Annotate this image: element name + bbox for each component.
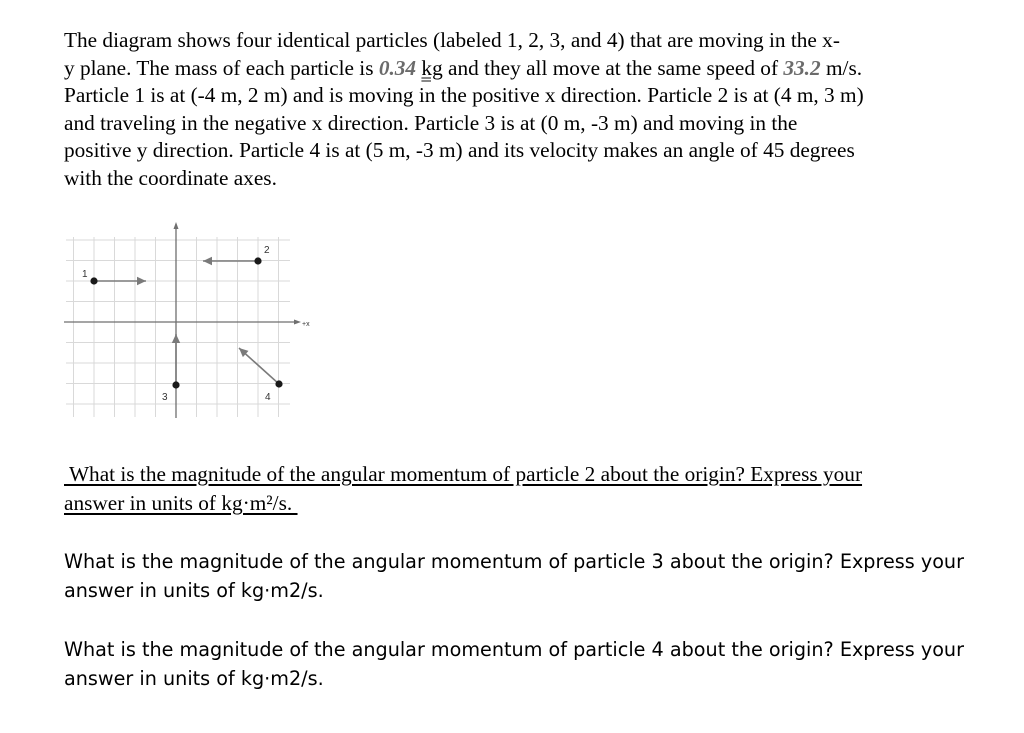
particle-1-velocity-arrow-head xyxy=(137,277,146,285)
problem-line-3: Particle 1 is at (-4 m, 2 m) and is moving in the positive x direction. Particle 2 is at (4 m, 3 m) xyxy=(64,83,864,108)
question-3-line-2: answer in units of kg·m2/s. xyxy=(64,667,324,690)
speed-value: 33.2 xyxy=(783,55,821,80)
particle-3-dot xyxy=(172,381,179,388)
particle-3-label: 3 xyxy=(162,392,168,403)
y-axis-arrowhead xyxy=(174,222,179,229)
question-particle-4 xyxy=(64,635,1004,693)
question-2-line-2: answer in units of kg·m2/s. xyxy=(64,579,324,602)
question-1-line-1: What is the magnitude of the angular momentum of particle 2 about the origin? Express your xyxy=(64,462,863,486)
problem-statement xyxy=(64,27,979,193)
particle-4-dot xyxy=(275,380,282,387)
problem-line-5: positive y direction. Particle 4 is at (5 m, -3 m) and its velocity makes an angle of 45 degrees xyxy=(64,138,855,163)
particle-2-velocity-arrow-head xyxy=(203,257,212,265)
problem-line-2-start: y plane. The mass of each particle is xyxy=(64,55,379,80)
question-1-line-2: answer in units of kg·m²/s. xyxy=(64,491,298,515)
particle-1-label: 1 xyxy=(82,269,88,280)
particle-4-label: 4 xyxy=(265,392,271,403)
problem-line-2-mid: and they all move at the same speed of xyxy=(442,55,784,80)
problem-line-4: and traveling in the negative x direction. Particle 3 is at (0 m, -3 m) and moving in the xyxy=(64,110,798,135)
x-axis-label: +x xyxy=(302,321,310,328)
particle-3-velocity-arrow-head xyxy=(172,334,180,343)
problem-line-6: with the coordinate axes. xyxy=(64,165,277,190)
question-particle-2 xyxy=(64,460,994,518)
question-3-line-1: What is the magnitude of the angular momentum of particle 4 about the origin? Express your xyxy=(64,638,964,661)
x-axis-arrowhead xyxy=(294,320,301,325)
problem-line-1: The diagram shows four identical particles (labeled 1, 2, 3, and 4) that are moving in the x- xyxy=(64,28,840,52)
particle-diagram xyxy=(60,222,320,422)
mass-unit: kg xyxy=(421,55,443,80)
particle-2-dot xyxy=(254,257,261,264)
problem-line-2-end: m/s. xyxy=(820,55,863,80)
mass-value: 0.34 xyxy=(378,55,417,80)
particle-1-dot xyxy=(90,277,97,284)
particle-diagram-svg xyxy=(60,222,320,422)
question-particle-3 xyxy=(64,547,1004,605)
particle-2-label: 2 xyxy=(264,245,270,256)
diagram-particles xyxy=(90,257,282,389)
problem-line-2 xyxy=(64,55,979,83)
question-2-line-1: What is the magnitude of the angular momentum of particle 3 about the origin? Express your xyxy=(64,550,964,573)
